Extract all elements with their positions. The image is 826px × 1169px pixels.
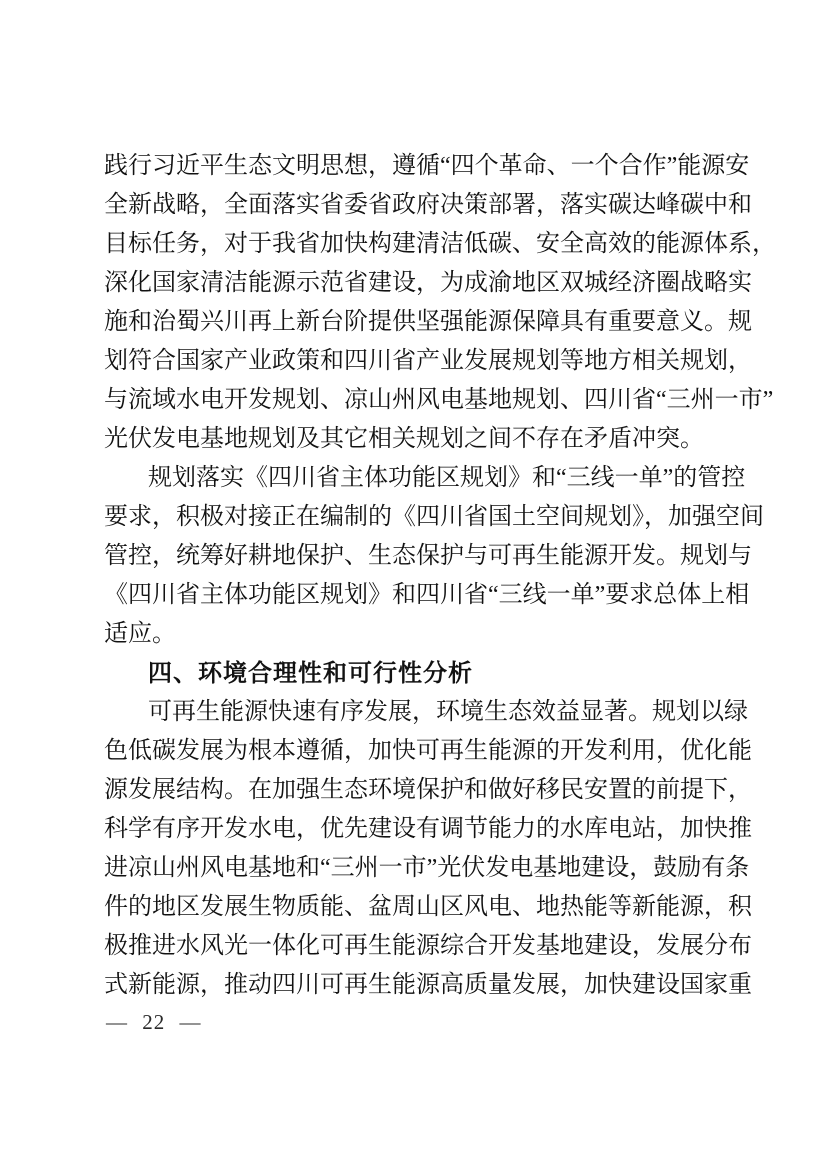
- text-line: 与流域水电开发规划、凉山州风电基地规划、四川省“三州一市”: [104, 387, 774, 413]
- text-line: 件的地区发展生物质能、盆周山区风电、地热能等新能源，积: [104, 894, 752, 920]
- text-line: 管控，统筹好耕地保护、生态保护与可再生能源开发。规划与: [104, 543, 752, 569]
- text-line: 深化国家清洁能源示范省建设，为成渝地区双城经济圈战略实: [104, 270, 752, 296]
- text-line: 划符合国家产业政策和四川省产业发展规划等地方相关规划，: [104, 348, 752, 374]
- document-body: [104, 147, 776, 1005]
- text-line: 色低碳发展为根本遵循，加快可再生能源的开发利用，优化能: [104, 738, 752, 764]
- text-line: 可再生能源快速有序发展，环境生态效益显著。规划以绿: [148, 699, 748, 725]
- section-heading: 四、环境合理性和可行性分析: [148, 660, 473, 687]
- text-line: 规划落实《四川省主体功能区规划》和“三线一单”的管控: [148, 465, 746, 491]
- text-line: 式新能源，推动四川可再生能源高质量发展，加快建设国家重: [104, 972, 752, 998]
- text-line: 要求，积极对接正在编制的《四川省国土空间规划》，加强空间: [104, 504, 764, 530]
- text-line: 源发展结构。在加强生态环境保护和做好移民安置的前提下，: [104, 777, 752, 803]
- text-line: 全新战略，全面落实省委省政府决策部署，落实碳达峰碳中和: [104, 192, 752, 218]
- text-line: 目标任务，对于我省加快构建清洁低碳、安全高效的能源体系，: [104, 231, 776, 257]
- text-line: 科学有序开发水电，优先建设有调节能力的水库电站，加快推: [104, 816, 752, 842]
- text-line: 《四川省主体功能区规划》和四川省“三线一单”要求总体上相: [104, 582, 750, 608]
- text-line: 施和治蜀兴川再上新台阶提供坚强能源保障具有重要意义。规: [104, 309, 752, 335]
- text-line: 适应。: [104, 621, 176, 647]
- text-line: 进凉山州风电基地和“三州一市”光伏发电基地建设，鼓励有条: [104, 855, 750, 881]
- text-line: 践行习近平生态文明思想，遵循“四个革命、一个合作”能源安: [104, 153, 750, 179]
- text-line: 极推进水风光一体化可再生能源综合开发基地建设，发展分布: [104, 933, 752, 959]
- text-line: 光伏发电基地规划及其它相关规划之间不存在矛盾冲突。: [104, 426, 704, 452]
- page-number: — 22 —: [106, 1010, 202, 1034]
